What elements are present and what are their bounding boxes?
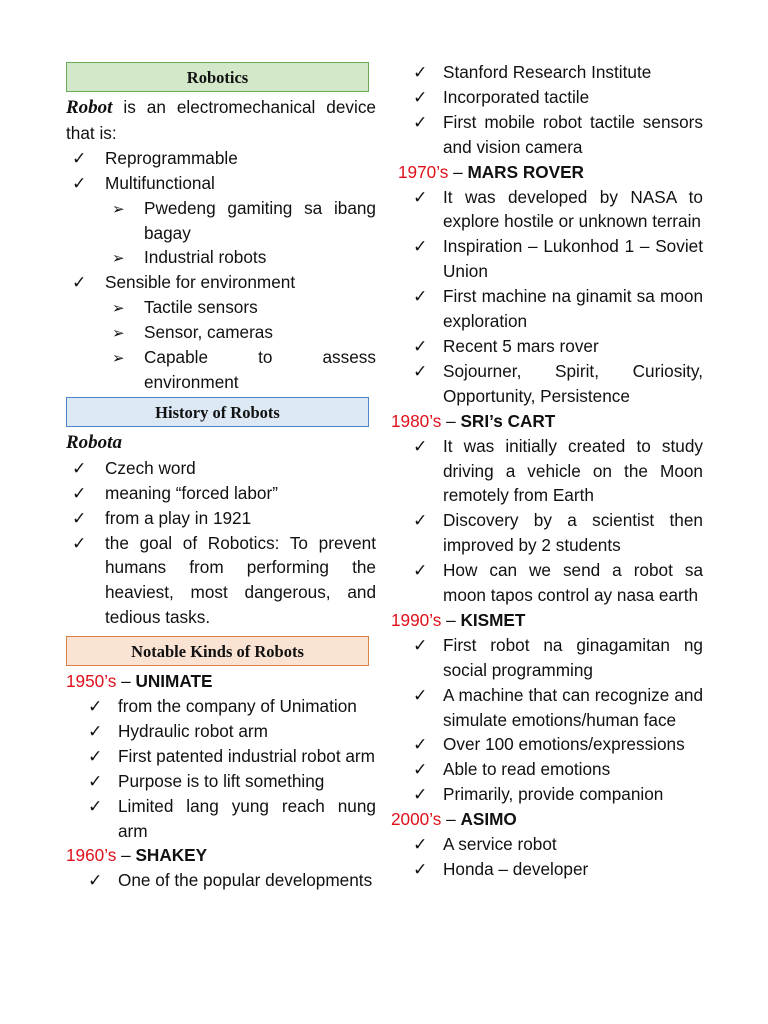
era-1950-heading bbox=[66, 669, 376, 694]
era-robot-name: SRI’s CART bbox=[460, 410, 556, 431]
list-item-text: A machine that can recognize and simulate emotions/human face bbox=[443, 684, 703, 730]
era-1980-heading bbox=[391, 409, 703, 434]
checkmark-icon bbox=[88, 694, 102, 719]
list-item bbox=[391, 85, 703, 110]
notable-kinds-heading-box: Notable Kinds of Robots bbox=[66, 636, 369, 666]
list-item-text: meaning “forced labor” bbox=[105, 482, 278, 503]
list-item bbox=[391, 60, 703, 85]
checkmark-icon bbox=[413, 633, 427, 658]
era-1970-heading bbox=[391, 160, 703, 185]
mars-rover-list bbox=[391, 185, 703, 409]
list-item-text: Czech word bbox=[105, 457, 196, 478]
era-1990-heading bbox=[391, 608, 703, 633]
right-column bbox=[391, 60, 703, 882]
list-item-text: Pwedeng gamiting sa ibang bagay bbox=[144, 197, 376, 243]
robota-heading bbox=[66, 430, 376, 456]
checkmark-icon bbox=[413, 508, 427, 533]
era-dash: – bbox=[441, 609, 461, 630]
list-item bbox=[391, 334, 703, 359]
era-robot-name: KISMET bbox=[460, 609, 526, 630]
list-item-text: Primarily, provide companion bbox=[443, 784, 664, 805]
list-item bbox=[391, 857, 703, 882]
list-item bbox=[391, 359, 703, 409]
checkmark-icon bbox=[413, 284, 427, 309]
checkmark-icon bbox=[72, 506, 86, 531]
list-item-text: Recent 5 mars rover bbox=[443, 335, 599, 356]
unimate-list bbox=[66, 694, 376, 843]
checkmark-icon bbox=[413, 185, 427, 210]
list-item-text: It was initially created to study driving a vehicle on the Moon remotely from Earth bbox=[443, 435, 703, 506]
list-item bbox=[66, 171, 376, 196]
list-item bbox=[66, 295, 376, 320]
era-dash: – bbox=[441, 809, 461, 830]
list-item bbox=[391, 683, 703, 733]
arrow-bullet-icon bbox=[112, 320, 125, 347]
checkmark-icon bbox=[72, 456, 86, 481]
list-item bbox=[391, 234, 703, 284]
list-item bbox=[66, 245, 376, 270]
list-item-text: Multifunctional bbox=[105, 172, 215, 193]
robota-list bbox=[66, 456, 376, 630]
list-item-text: First mobile robot tactile sensors and vision camera bbox=[443, 111, 703, 157]
checkmark-icon bbox=[72, 146, 86, 171]
arrow-bullet-icon bbox=[112, 345, 125, 372]
checkmark-icon bbox=[413, 110, 427, 135]
list-item bbox=[391, 110, 703, 160]
checkmark-icon bbox=[413, 558, 427, 583]
list-item-text: Limited lang yung reach nung arm bbox=[118, 795, 376, 841]
list-item bbox=[66, 481, 376, 506]
list-item bbox=[66, 719, 376, 744]
arrow-bullet-icon bbox=[112, 245, 125, 272]
list-item bbox=[66, 345, 376, 395]
list-item-text: First patented industrial robot arm bbox=[118, 745, 375, 766]
list-item-text: the goal of Robotics: To prevent humans from performing the heaviest, most dangerous, and tedious tasks. bbox=[105, 532, 376, 628]
list-item bbox=[391, 434, 703, 509]
list-item bbox=[66, 506, 376, 531]
list-item-text: How can we send a robot sa moon tapos control ay nasa earth bbox=[443, 560, 703, 606]
era-dash: – bbox=[116, 845, 136, 866]
robot-properties-list bbox=[66, 146, 376, 395]
checkmark-icon bbox=[88, 794, 102, 819]
list-item bbox=[66, 794, 376, 844]
list-item bbox=[66, 456, 376, 481]
era-dash: – bbox=[116, 671, 136, 692]
list-item bbox=[391, 508, 703, 558]
list-item bbox=[391, 732, 703, 757]
list-item bbox=[66, 531, 376, 631]
asimo-list bbox=[391, 832, 703, 882]
list-item-text: Able to read emotions bbox=[443, 759, 611, 780]
checkmark-icon bbox=[72, 270, 86, 295]
list-item bbox=[66, 196, 376, 246]
list-item bbox=[66, 146, 376, 171]
list-item-text: from the company of Unimation bbox=[118, 696, 357, 717]
robot-definition bbox=[66, 95, 376, 146]
checkmark-icon bbox=[88, 744, 102, 769]
checkmark-icon bbox=[88, 868, 102, 893]
checkmark-icon bbox=[413, 782, 427, 807]
era-robot-name: ASIMO bbox=[460, 809, 517, 830]
list-item bbox=[66, 769, 376, 794]
list-item-text: First robot na ginagamitan ng social programming bbox=[443, 634, 703, 680]
list-item bbox=[391, 832, 703, 857]
era-1960-heading bbox=[66, 843, 376, 868]
left-column bbox=[66, 60, 376, 893]
list-item bbox=[391, 284, 703, 334]
checkmark-icon bbox=[413, 857, 427, 882]
era-dash: – bbox=[448, 161, 468, 182]
list-item bbox=[391, 558, 703, 608]
list-item-text: One of the popular developments bbox=[118, 870, 373, 891]
era-year: 1960’s bbox=[66, 845, 117, 866]
sri-cart-list bbox=[391, 434, 703, 608]
checkmark-icon bbox=[72, 171, 86, 196]
list-item bbox=[66, 744, 376, 769]
list-item-text: It was developed by NASA to explore hostile or unknown terrain bbox=[443, 186, 703, 232]
checkmark-icon bbox=[88, 719, 102, 744]
checkmark-icon bbox=[413, 85, 427, 110]
list-item-text: Capable to assess environment bbox=[144, 347, 376, 392]
checkmark-icon bbox=[413, 234, 427, 259]
list-item-text: Reprogrammable bbox=[105, 147, 238, 168]
list-item-text: Tactile sensors bbox=[144, 297, 258, 318]
list-item-text: Inspiration – Lukonhod 1 – Soviet Union bbox=[443, 236, 703, 282]
list-item bbox=[66, 694, 376, 719]
robota-term: Robota bbox=[66, 431, 122, 453]
checkmark-icon bbox=[413, 732, 427, 757]
checkmark-icon bbox=[413, 683, 427, 708]
checkmark-icon bbox=[88, 769, 102, 794]
arrow-bullet-icon bbox=[112, 295, 125, 322]
list-item-text: Stanford Research Institute bbox=[443, 62, 652, 82]
list-item-text: Hydraulic robot arm bbox=[118, 720, 268, 741]
list-item-text: Discovery by a scientist then improved by 2 students bbox=[443, 510, 703, 556]
list-item-text: Sojourner, Spirit, Curiosity, Opportunity, Persistence bbox=[443, 360, 703, 406]
list-item-text: A service robot bbox=[443, 834, 557, 855]
era-year: 1950’s bbox=[66, 671, 117, 692]
robotics-heading-box: Robotics bbox=[66, 62, 369, 92]
history-heading-box: History of Robots bbox=[66, 397, 369, 427]
list-item-text: First machine na ginamit sa moon exploration bbox=[443, 286, 703, 332]
list-item bbox=[66, 270, 376, 295]
era-year: 1980’s bbox=[391, 410, 442, 431]
arrow-bullet-icon bbox=[112, 196, 125, 223]
list-item-text: Incorporated tactile bbox=[443, 86, 590, 107]
era-robot-name: UNIMATE bbox=[135, 671, 213, 692]
list-item bbox=[66, 868, 376, 893]
checkmark-icon bbox=[413, 359, 427, 384]
list-item bbox=[391, 782, 703, 807]
era-2000-heading bbox=[391, 807, 703, 832]
era-robot-name: SHAKEY bbox=[135, 845, 208, 866]
shakey-list-left bbox=[66, 868, 376, 893]
checkmark-icon bbox=[413, 60, 427, 85]
list-item bbox=[391, 185, 703, 235]
era-dash: – bbox=[441, 410, 461, 431]
list-item bbox=[391, 757, 703, 782]
list-item-text: from a play in 1921 bbox=[105, 507, 252, 528]
checkmark-icon bbox=[413, 832, 427, 857]
list-item-text: Over 100 emotions/expressions bbox=[443, 734, 685, 755]
era-year: 1990’s bbox=[391, 609, 442, 630]
era-robot-name: MARS ROVER bbox=[467, 161, 584, 182]
list-item bbox=[66, 320, 376, 345]
list-item-text: Sensor, cameras bbox=[144, 322, 273, 343]
checkmark-icon bbox=[413, 757, 427, 782]
era-year: 1970’s bbox=[398, 161, 449, 182]
shakey-list-right bbox=[391, 60, 703, 160]
checkmark-icon bbox=[72, 481, 86, 506]
checkmark-icon bbox=[413, 434, 427, 459]
list-item-text: Honda – developer bbox=[443, 859, 589, 879]
checkmark-icon bbox=[413, 334, 427, 359]
list-item bbox=[391, 633, 703, 683]
era-year: 2000’s bbox=[391, 809, 442, 830]
list-item-text: Industrial robots bbox=[144, 247, 267, 268]
checkmark-icon bbox=[72, 531, 86, 556]
robot-definition-text: is an electromechanical device that is: bbox=[66, 97, 376, 143]
list-item-text: Purpose is to lift something bbox=[118, 770, 325, 791]
robot-term: Robot bbox=[66, 97, 113, 118]
list-item-text: Sensible for environment bbox=[105, 272, 296, 293]
kismet-list bbox=[391, 633, 703, 807]
